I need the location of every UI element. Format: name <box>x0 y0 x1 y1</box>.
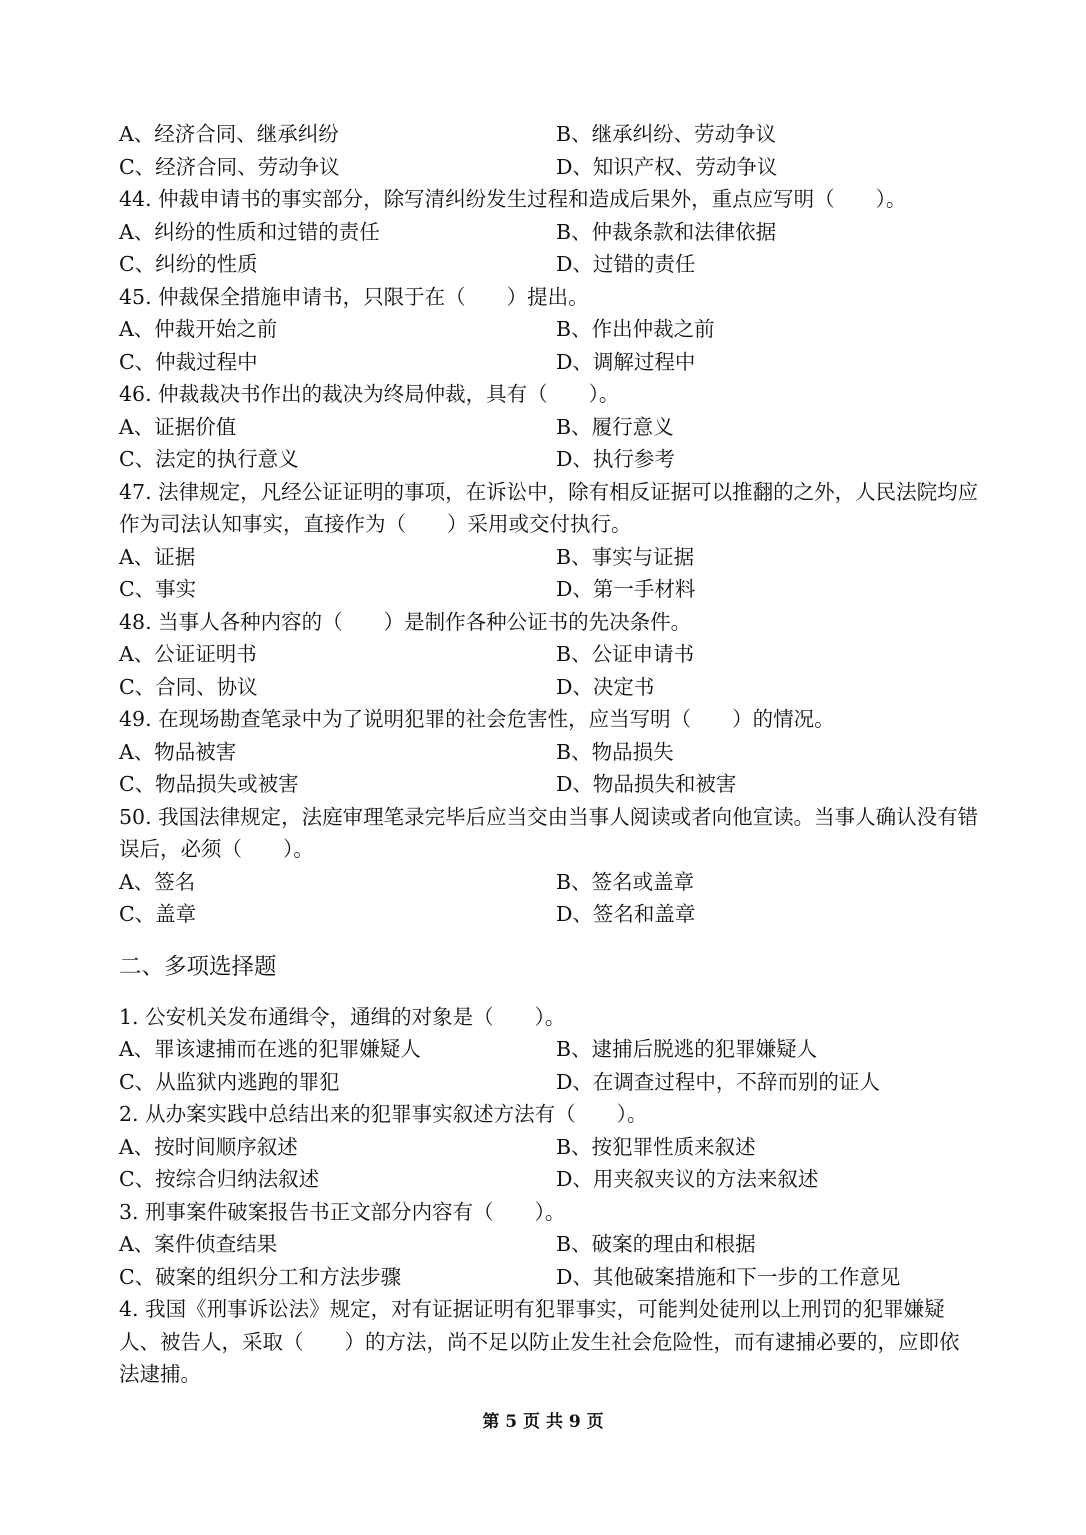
question-stem: 1. 公安机关发布通缉令，通缉的对象是（ ）。 <box>119 1004 566 1029</box>
options-row <box>119 541 979 574</box>
option-c: C、从监狱内逃跑的罪犯 <box>119 1069 340 1094</box>
option-b: B、物品损失 <box>556 739 674 764</box>
options-row <box>119 216 979 249</box>
option-a: A、证据价值 <box>119 414 237 439</box>
option-d: D、第一手材料 <box>556 577 696 601</box>
options-row <box>119 1228 979 1261</box>
option-c: C、物品损失或被害 <box>119 772 299 796</box>
options-row <box>119 736 979 769</box>
option-a: A、证据 <box>119 544 196 569</box>
options-row <box>119 1033 979 1066</box>
option-a: A、罪该逮捕而在逃的犯罪嫌疑人 <box>119 1037 421 1061</box>
page-footer: 第 5 页 共 9 页 <box>482 1412 604 1432</box>
options-row <box>119 1066 979 1099</box>
option-d: D、物品损失和被害 <box>556 772 737 796</box>
options-row <box>119 411 979 444</box>
options-row <box>119 1131 979 1164</box>
option-c: C、破案的组织分工和方法步骤 <box>119 1264 402 1289</box>
option-a: A、经济合同、继承纠纷 <box>119 122 339 146</box>
question-stem: 50. 我国法律规定，法庭审理笔录完毕后应当交由当事人阅读或者向他宣读。当事人确认没有错误后，必须（ ）。 <box>119 804 979 861</box>
option-d: D、签名和盖章 <box>556 902 696 926</box>
option-d: D、知识产权、劳动争议 <box>556 154 778 179</box>
options-row <box>119 118 979 151</box>
options-row <box>119 443 979 476</box>
options-row <box>119 346 979 379</box>
options-row <box>119 866 979 899</box>
option-c: C、盖章 <box>119 902 197 926</box>
option-b: B、履行意义 <box>556 414 674 439</box>
options-row <box>119 248 979 281</box>
option-d: D、其他破案措施和下一步的工作意见 <box>556 1264 901 1289</box>
question-stem: 2. 从办案实践中总结出来的犯罪事实叙述方法有（ ）。 <box>119 1102 648 1126</box>
question-stem: 44. 仲裁申请书的事实部分，除写清纠纷发生过程和造成后果外，重点应写明（ ）。 <box>119 187 907 211</box>
question-stem: 48. 当事人各种内容的（ ）是制作各种公证书的先决条件。 <box>119 609 692 634</box>
option-c: C、按综合归纳法叙述 <box>119 1167 320 1191</box>
question-stem: 45. 仲裁保全措施申请书，只限于在（ ）提出。 <box>119 284 589 309</box>
question-stem: 4. 我国《刑事诉讼法》规定，对有证据证明有犯罪事实，可能判处徒刑以上刑罚的犯罪嫌疑人、被告人，采取（ ）的方法，尚不足以防止发生社会危险性，而有逮捕必要的，应即依法逮捕。 <box>119 1297 960 1386</box>
question-stem: 3. 刑事案件破案报告书正文部分内容有（ ）。 <box>119 1199 566 1224</box>
question-stem: 47. 法律规定，凡经公证证明的事项，在诉讼中，除有相反证据可以推翻的之外，人民法院均应作为司法认知事实，直接作为（ ）采用或交付执行。 <box>119 479 979 536</box>
option-b: B、事实与证据 <box>556 544 695 569</box>
option-a: A、签名 <box>119 869 196 894</box>
option-c: C、经济合同、劳动争议 <box>119 154 340 179</box>
options-row <box>119 1163 979 1196</box>
page-content <box>119 118 979 1391</box>
option-d: D、用夹叙夹议的方法来叙述 <box>556 1167 819 1191</box>
option-d: D、执行参考 <box>556 447 675 471</box>
options-row <box>119 1261 979 1294</box>
options-row <box>119 573 979 606</box>
options-row <box>119 151 979 184</box>
section-title: 二、多项选择题 <box>119 953 277 980</box>
option-b: B、继承纠纷、劳动争议 <box>556 122 777 146</box>
option-b: B、破案的理由和根据 <box>556 1232 756 1256</box>
question-stem: 46. 仲裁裁决书作出的裁决为终局仲裁，具有（ ）。 <box>119 382 620 406</box>
option-c: C、合同、协议 <box>119 674 258 699</box>
option-a: A、公证证明书 <box>119 642 257 666</box>
option-a: A、案件侦查结果 <box>119 1232 278 1256</box>
options-row <box>119 313 979 346</box>
options-row <box>119 768 979 801</box>
option-b: B、按犯罪性质来叙述 <box>556 1134 756 1159</box>
option-d: D、在调查过程中，不辞而别的证人 <box>556 1069 880 1094</box>
option-d: D、决定书 <box>556 674 655 699</box>
options-row <box>119 898 979 931</box>
option-b: B、仲裁条款和法律依据 <box>556 219 777 244</box>
question-stem: 49. 在现场勘查笔录中为了说明犯罪的社会危害性，应当写明（ ）的情况。 <box>119 707 835 731</box>
option-b: B、签名或盖章 <box>556 869 695 894</box>
option-c: C、纠纷的性质 <box>119 252 258 276</box>
option-d: D、过错的责任 <box>556 252 696 276</box>
option-b: B、公证申请书 <box>556 642 695 666</box>
option-a: A、按时间顺序叙述 <box>119 1134 298 1159</box>
option-c: C、法定的执行意义 <box>119 447 299 471</box>
option-b: B、作出仲裁之前 <box>556 317 715 341</box>
option-a: A、物品被害 <box>119 739 237 764</box>
option-a: A、仲裁开始之前 <box>119 317 278 341</box>
option-b: B、逮捕后脱逃的犯罪嫌疑人 <box>556 1037 818 1061</box>
options-row <box>119 638 979 671</box>
option-c: C、仲裁过程中 <box>119 349 258 374</box>
option-c: C、事实 <box>119 577 197 601</box>
option-a: A、纠纷的性质和过错的责任 <box>119 219 380 244</box>
option-d: D、调解过程中 <box>556 349 696 374</box>
options-row <box>119 671 979 704</box>
